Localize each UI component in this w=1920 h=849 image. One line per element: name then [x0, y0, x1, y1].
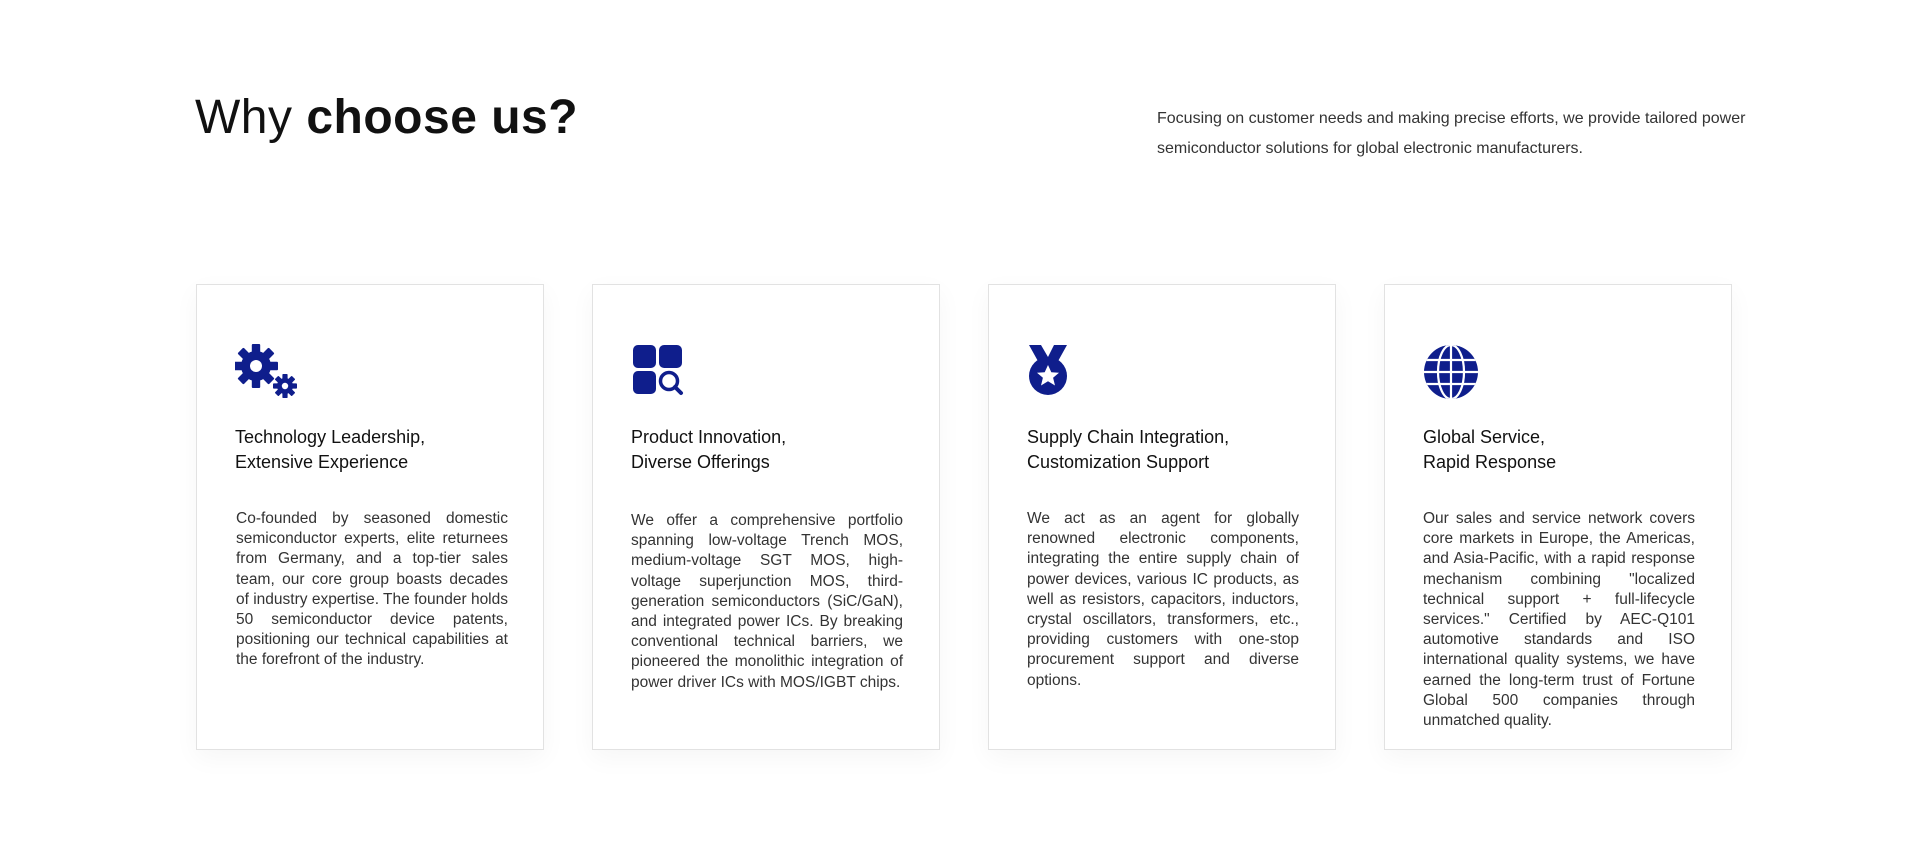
card-title — [631, 425, 921, 475]
card-title-line: Product Innovation, — [631, 427, 787, 447]
card-description: Our sales and service network covers core markets in Europe, the Americas, and Asia-Pacific, with a rapid response mechanism combining "localized technical support + full-lifecycle services." Certified by AEC-Q101 automotive standards and ISO international quality systems, we have earned the long-term trust of Fortune Global 500 companies through unmatched quality. — [1423, 510, 1695, 730]
card-description: Co-founded by seasoned domestic semiconductor experts, elite returnees from Germany, and a top-tier sales team, our core group boasts decades of industry expertise. The founder holds 50 semiconductor device patents, positioning our technical capabilities at the forefront of the industry. — [236, 510, 508, 669]
card-title — [1027, 425, 1317, 475]
section-heading — [195, 88, 578, 148]
card-title-line: Technology Leadership, — [235, 427, 426, 447]
card-title-line: Customization Support — [1027, 452, 1210, 472]
card-title — [1423, 425, 1713, 475]
feature-card-global-service — [1384, 284, 1732, 750]
globe-icon — [1423, 343, 1487, 399]
feature-card-technology — [196, 284, 544, 750]
card-title-line: Extensive Experience — [235, 452, 409, 472]
card-title-line: Rapid Response — [1423, 452, 1557, 472]
heading-bold: choose us? — [306, 91, 579, 144]
feature-cards — [196, 284, 1732, 752]
card-title-line: Global Service, — [1423, 427, 1546, 447]
card-title-line: Diverse Offerings — [631, 452, 770, 472]
medal-icon — [1027, 343, 1091, 399]
card-description: We offer a comprehensive portfolio spanning low-voltage Trench MOS, medium-voltage SGT MOS, high-voltage superjunction MOS, third-generation semiconductors (SiC/GaN), and integrated power ICs. By breaking conventional technical barriers, we pioneered the monolithic integration of power driver ICs with MOS/IGBT chips. — [631, 512, 903, 691]
apps-search-icon — [631, 343, 695, 399]
heading-light: Why — [195, 91, 293, 144]
card-title — [235, 425, 525, 475]
card-description: We act as an agent for globally renowned electronic components, integrating the entire supply chain of power devices, various IC products, as well as resistors, capacitors, inductors, crystal oscillators, transformers, etc., providing customers with one-stop procurement support and diverse options. — [1027, 510, 1299, 689]
feature-card-supply-chain — [988, 284, 1336, 750]
feature-card-product — [592, 284, 940, 750]
gears-icon — [235, 343, 299, 399]
section-intro: Focusing on customer needs and making precise efforts, we provide tailored power semiconductor solutions for global electronic manufacturers. — [1157, 110, 1746, 157]
card-title-line: Supply Chain Integration, — [1027, 427, 1230, 447]
